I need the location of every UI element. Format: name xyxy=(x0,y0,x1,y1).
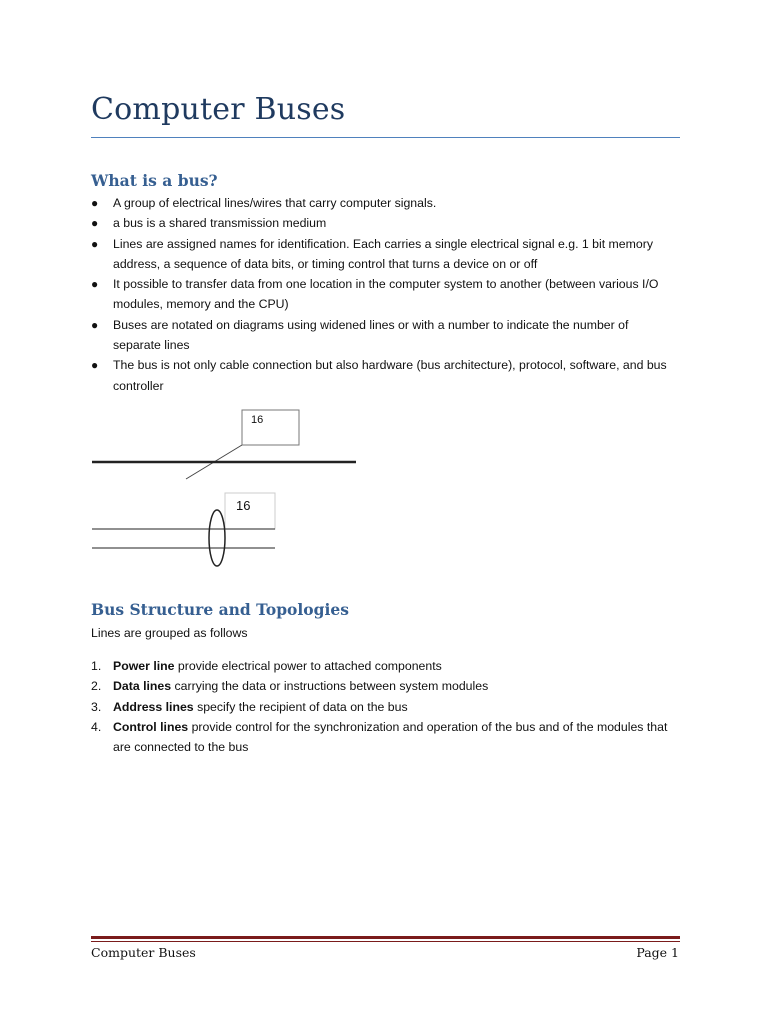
list-item xyxy=(91,676,671,696)
list-item xyxy=(91,656,671,676)
section-intro: Lines are grouped as follows xyxy=(91,626,248,640)
list-item-text: specify the recipient of data on the bus xyxy=(193,699,408,714)
list-item-text: Lines are assigned names for identification. Each carries a single electrical signal e.g. 1 bit memory address, a sequence of data bits, or timing control that turns a device on or off xyxy=(113,236,653,271)
list-number: 2. xyxy=(91,679,102,694)
list-item-text: It possible to transfer data from one location in the computer system to another (between various I/O modules, memory and the CPU) xyxy=(113,277,659,312)
footer-rule-thick xyxy=(91,936,680,939)
list-item xyxy=(91,717,671,758)
list-number: 1. xyxy=(91,659,102,673)
bundle-ellipse xyxy=(209,510,225,566)
list-item xyxy=(91,315,671,356)
list-item-text: The bus is not only cable connection but also hardware (bus architecture), protocol, software, and bus controller xyxy=(113,358,667,393)
footer-rule-thin xyxy=(91,941,680,942)
bullet-list xyxy=(91,193,671,396)
bus-width-label-top: 16 xyxy=(251,414,264,426)
list-term: Control lines xyxy=(113,719,189,734)
list-number: 4. xyxy=(91,719,102,734)
bullet-icon: ● xyxy=(91,277,99,292)
list-item-text: A group of electrical lines/wires that carry computer signals. xyxy=(113,196,437,210)
list-item-text: provide electrical power to attached components xyxy=(174,659,442,673)
bullet-icon: ● xyxy=(91,196,99,210)
list-item-text: a bus is a shared transmission medium xyxy=(113,216,327,231)
section-heading-what-is-a-bus: What is a bus? xyxy=(91,171,218,190)
bullet-icon: ● xyxy=(91,358,99,373)
list-item-text: provide control for the synchronization and operation of the bus and of the modules that are connected to the bus xyxy=(113,719,668,755)
list-item xyxy=(91,697,671,717)
list-item xyxy=(91,213,671,233)
title-underline xyxy=(91,137,680,138)
bullet-icon: ● xyxy=(91,317,99,332)
page-title: Computer Buses xyxy=(91,92,346,127)
list-item-text: carrying the data or instructions between system modules xyxy=(171,679,489,694)
list-item xyxy=(91,355,671,396)
list-term: Power line xyxy=(113,659,175,673)
bus-notation-diagram xyxy=(88,405,368,577)
list-term: Address lines xyxy=(113,699,194,714)
list-number: 3. xyxy=(91,699,102,714)
list-item-text: Buses are notated on diagrams using widened lines or with a number to indicate the number of separate lines xyxy=(113,317,629,353)
page-number: Page 1 xyxy=(636,945,679,960)
list-item xyxy=(91,234,671,275)
list-item xyxy=(91,193,671,213)
list-item xyxy=(91,274,671,315)
bullet-icon: ● xyxy=(91,236,99,251)
bullet-icon: ● xyxy=(91,216,99,231)
section-heading-bus-structure: Bus Structure and Topologies xyxy=(91,600,349,619)
footer-title: Computer Buses xyxy=(91,945,196,960)
list-term: Data lines xyxy=(113,679,172,694)
numbered-list xyxy=(91,656,671,757)
bus-width-label-bottom: 16 xyxy=(236,498,251,513)
